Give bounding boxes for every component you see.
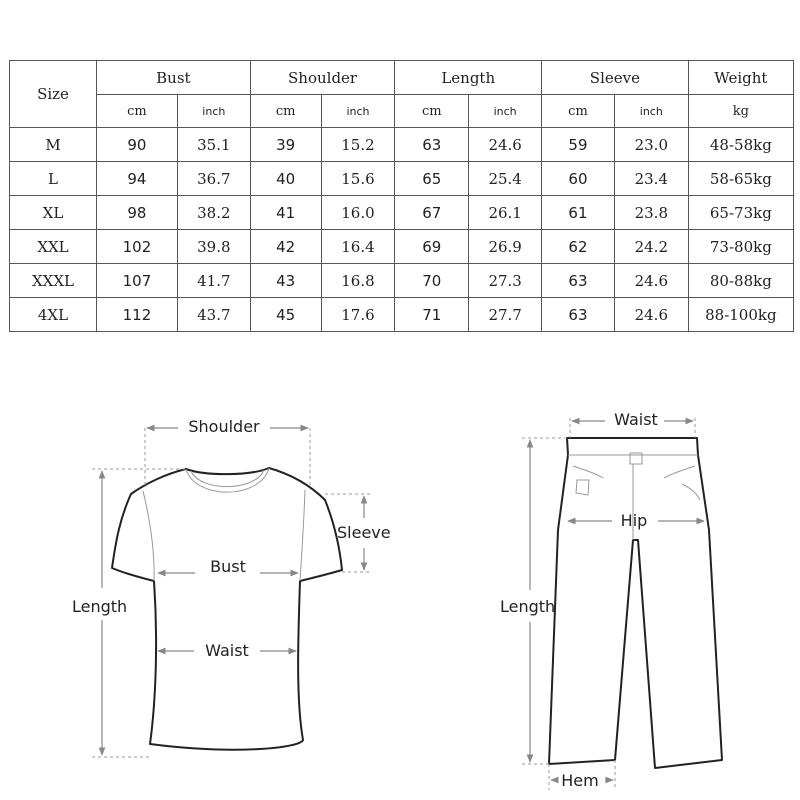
pants-length-label: Length	[500, 597, 556, 616]
size-cell: M	[10, 128, 97, 162]
size-chart-table	[9, 60, 794, 332]
cm-cell: 94	[96, 162, 177, 196]
inch-cell: 24.6	[469, 128, 542, 162]
pants-diagram	[500, 410, 722, 790]
unit-kg: kg	[688, 95, 793, 128]
tshirt-shoulder-label: Shoulder	[188, 417, 260, 436]
weight-header: Weight	[688, 61, 793, 95]
inch-cell: 26.1	[469, 196, 542, 230]
inch-cell: 43.7	[177, 298, 250, 332]
pants-hip-label: Hip	[620, 511, 648, 530]
cm-cell: 63	[395, 128, 469, 162]
weight-cell: 80-88kg	[688, 264, 793, 298]
inch-cell: 27.3	[469, 264, 542, 298]
size-cell: L	[10, 162, 97, 196]
size-cell: XXXL	[10, 264, 97, 298]
inch-cell: 16.4	[321, 230, 395, 264]
table-row	[10, 196, 794, 230]
cm-cell: 65	[395, 162, 469, 196]
cm-cell: 71	[395, 298, 469, 332]
inch-cell: 25.4	[469, 162, 542, 196]
inch-cell: 26.9	[469, 230, 542, 264]
cm-cell: 63	[542, 264, 615, 298]
cm-cell: 112	[96, 298, 177, 332]
cm-cell: 43	[250, 264, 321, 298]
inch-cell: 24.6	[614, 298, 688, 332]
sleeve-header: Sleeve	[542, 61, 689, 95]
inch-cell: 24.6	[614, 264, 688, 298]
cm-cell: 60	[542, 162, 615, 196]
unit-cm: cm	[250, 95, 321, 128]
pants-hem-label: Hem	[561, 771, 599, 790]
weight-cell: 58-65kg	[688, 162, 793, 196]
inch-cell: 15.2	[321, 128, 395, 162]
header-row-groups	[10, 61, 794, 95]
cm-cell: 62	[542, 230, 615, 264]
inch-cell: 41.7	[177, 264, 250, 298]
tshirt-length-label: Length	[72, 597, 128, 616]
cm-cell: 41	[250, 196, 321, 230]
cm-cell: 59	[542, 128, 615, 162]
tshirt-diagram	[72, 417, 391, 757]
table-body	[10, 128, 794, 332]
cm-cell: 63	[542, 298, 615, 332]
table-row	[10, 264, 794, 298]
inch-cell: 35.1	[177, 128, 250, 162]
table-row	[10, 230, 794, 264]
pants-outline	[549, 438, 722, 768]
weight-cell: 48-58kg	[688, 128, 793, 162]
unit-inch: inch	[469, 95, 542, 128]
shoulder-header: Shoulder	[250, 61, 395, 95]
tshirt-sleeve-label: Sleeve	[337, 523, 391, 542]
tshirt-outline	[112, 468, 342, 750]
inch-cell: 15.6	[321, 162, 395, 196]
weight-cell: 65-73kg	[688, 196, 793, 230]
bust-header: Bust	[96, 61, 250, 95]
cm-cell: 67	[395, 196, 469, 230]
inch-cell: 17.6	[321, 298, 395, 332]
cm-cell: 102	[96, 230, 177, 264]
tshirt-waist-label: Waist	[205, 641, 249, 660]
cm-cell: 40	[250, 162, 321, 196]
measurement-diagrams	[0, 380, 800, 800]
weight-cell: 73-80kg	[688, 230, 793, 264]
unit-cm: cm	[542, 95, 615, 128]
table-row	[10, 162, 794, 196]
inch-cell: 27.7	[469, 298, 542, 332]
size-cell: 4XL	[10, 298, 97, 332]
unit-inch: inch	[177, 95, 250, 128]
inch-cell: 36.7	[177, 162, 250, 196]
inch-cell: 24.2	[614, 230, 688, 264]
inch-cell: 23.4	[614, 162, 688, 196]
cm-cell: 70	[395, 264, 469, 298]
header-row-units	[10, 95, 794, 128]
inch-cell: 16.0	[321, 196, 395, 230]
size-header: Size	[10, 61, 97, 128]
length-header: Length	[395, 61, 542, 95]
unit-cm: cm	[395, 95, 469, 128]
unit-cm: cm	[96, 95, 177, 128]
cm-cell: 45	[250, 298, 321, 332]
weight-cell: 88-100kg	[688, 298, 793, 332]
inch-cell: 39.8	[177, 230, 250, 264]
cm-cell: 107	[96, 264, 177, 298]
size-cell: XXL	[10, 230, 97, 264]
cm-cell: 90	[96, 128, 177, 162]
cm-cell: 61	[542, 196, 615, 230]
cm-cell: 98	[96, 196, 177, 230]
unit-inch: inch	[614, 95, 688, 128]
unit-inch: inch	[321, 95, 395, 128]
inch-cell: 23.8	[614, 196, 688, 230]
table-row	[10, 298, 794, 332]
cm-cell: 42	[250, 230, 321, 264]
tshirt-bust-label: Bust	[210, 557, 246, 576]
inch-cell: 38.2	[177, 196, 250, 230]
table-row	[10, 128, 794, 162]
inch-cell: 16.8	[321, 264, 395, 298]
pants-waist-label: Waist	[614, 410, 658, 429]
cm-cell: 39	[250, 128, 321, 162]
size-cell: XL	[10, 196, 97, 230]
cm-cell: 69	[395, 230, 469, 264]
inch-cell: 23.0	[614, 128, 688, 162]
